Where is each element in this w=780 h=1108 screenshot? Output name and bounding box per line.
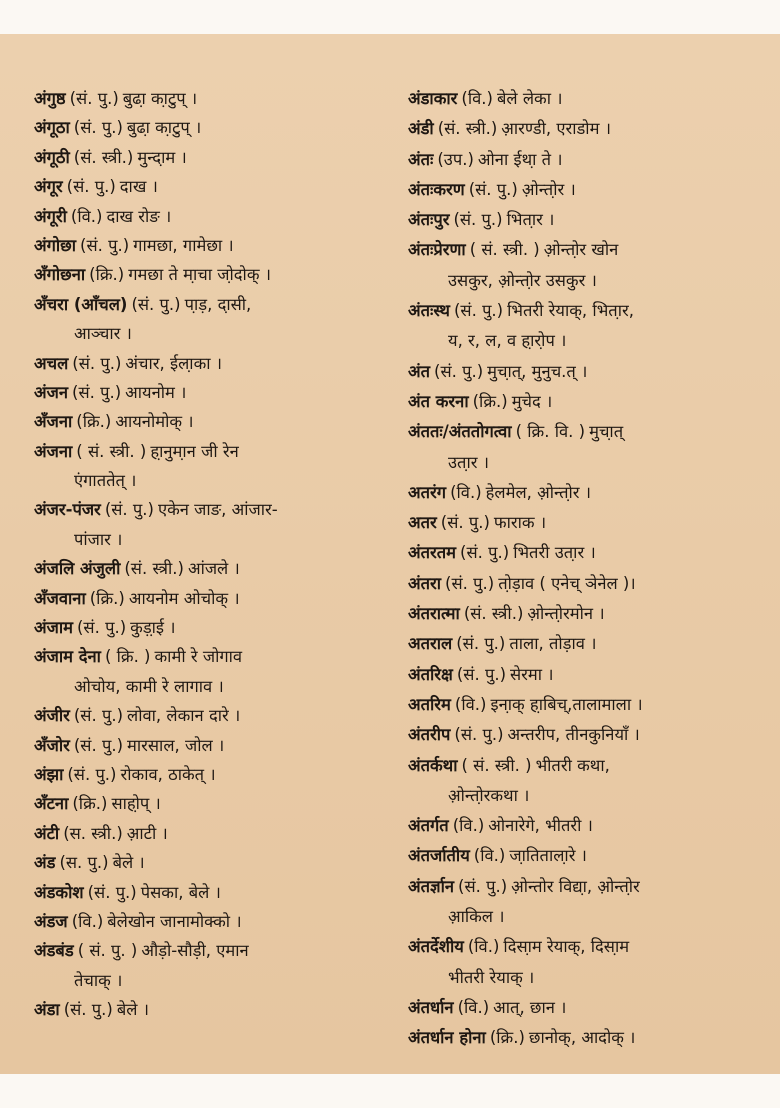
definition: दिसा़म रेयाक्, दिसा़म bbox=[503, 937, 630, 957]
dictionary-entry bbox=[408, 175, 773, 205]
entry-line bbox=[408, 569, 773, 599]
dictionary-page bbox=[0, 34, 780, 1074]
dictionary-entry bbox=[408, 84, 773, 114]
definition: हा़नुमा़न जी रेन bbox=[150, 441, 239, 461]
headword: अचल bbox=[34, 353, 69, 373]
entry-line bbox=[408, 932, 773, 962]
left-column bbox=[34, 84, 394, 1025]
definition: मुन्दा़म । bbox=[137, 147, 187, 167]
definition: कुड़ा़ई । bbox=[130, 618, 176, 638]
dictionary-entry bbox=[34, 789, 394, 818]
dictionary-entry bbox=[34, 202, 394, 231]
part-of-speech: (वि.) bbox=[71, 911, 104, 931]
definition: भीतरी कथा, bbox=[535, 755, 610, 775]
dictionary-entry bbox=[408, 569, 773, 599]
dictionary-entry bbox=[34, 819, 394, 848]
definition: साहो़प् । bbox=[111, 794, 161, 814]
headword: अंजीर bbox=[34, 706, 70, 726]
dictionary-entry bbox=[34, 995, 394, 1024]
dictionary-entry bbox=[408, 690, 773, 720]
dictionary-entry bbox=[408, 387, 773, 417]
definition: हेलमेल, ओ़न्तो़र । bbox=[485, 482, 592, 502]
part-of-speech: ( सं. स्त्री. ) bbox=[469, 240, 540, 260]
part-of-speech: (सं. पु.) bbox=[77, 618, 127, 638]
part-of-speech: (सं. पु.) bbox=[73, 706, 124, 726]
headword: अंतर्धान bbox=[408, 997, 454, 1017]
entry-line bbox=[34, 936, 394, 965]
dictionary-entry bbox=[408, 811, 773, 841]
part-of-speech: (वि.) bbox=[473, 846, 506, 866]
entry-line bbox=[408, 811, 773, 841]
dictionary-entry bbox=[34, 642, 394, 701]
headword: अंजना bbox=[34, 441, 73, 461]
definition: दाख रोङ । bbox=[106, 206, 172, 226]
definition: अन्तरीप, तीनकुनियाँ । bbox=[507, 725, 640, 745]
headword: अंतरीप bbox=[408, 725, 451, 745]
definition: ओ़न्तो़रमोन । bbox=[527, 604, 605, 624]
headword: अंडबंड bbox=[34, 941, 74, 961]
definition: दाख । bbox=[119, 177, 158, 197]
dictionary-entry bbox=[34, 290, 394, 349]
entry-line bbox=[34, 378, 394, 407]
definition-continuation: ओ़न्तो़रकथा । bbox=[448, 785, 530, 805]
part-of-speech: ( क्रि. वि. ) bbox=[515, 422, 586, 442]
definition: मुचा़त्, मुनुच.त् । bbox=[487, 361, 588, 381]
entry-line bbox=[408, 478, 773, 508]
dictionary-entry bbox=[34, 378, 394, 407]
entry-line bbox=[408, 690, 773, 720]
headword: अंतरा bbox=[408, 573, 442, 593]
definition: गामछा, गामेछा । bbox=[133, 235, 234, 255]
part-of-speech: (सं. पु.) bbox=[69, 89, 119, 108]
dictionary-entry bbox=[34, 613, 394, 642]
definition: आत्, छान । bbox=[493, 997, 567, 1017]
headword: अंगूठी bbox=[34, 147, 70, 167]
entry-line bbox=[34, 260, 394, 289]
entry-line bbox=[34, 290, 394, 319]
entry-line bbox=[34, 84, 394, 113]
headword: अंतरिक्ष bbox=[408, 664, 453, 684]
definition: बुढा़ का़टुप् । bbox=[126, 118, 202, 138]
part-of-speech: (सं. पु.) bbox=[67, 764, 117, 784]
dictionary-entry bbox=[408, 1023, 773, 1053]
definition-continuation: भीतरी रेयाक् । bbox=[448, 967, 535, 987]
headword: अंगोछा bbox=[34, 235, 77, 255]
definition: गमछा ते मा़चा जो़दोक् । bbox=[128, 265, 271, 285]
part-of-speech: ( क्रि. ) bbox=[104, 647, 151, 667]
dictionary-entry bbox=[408, 357, 773, 387]
dictionary-entry bbox=[408, 478, 773, 508]
definition-continuation: आ़किल । bbox=[448, 907, 505, 927]
definition: बेले लेका । bbox=[496, 89, 563, 108]
dictionary-entry bbox=[34, 84, 394, 113]
part-of-speech: (सं. पु.) bbox=[453, 210, 503, 230]
headword: अंडाकार bbox=[408, 89, 458, 108]
part-of-speech: (स. स्त्री.) bbox=[63, 823, 123, 843]
headword: अंतःकरण bbox=[408, 179, 465, 199]
headword: अंतर्देशीय bbox=[408, 937, 464, 957]
definition: भिता़र । bbox=[506, 210, 555, 230]
definition: आंजले । bbox=[187, 559, 240, 579]
headword: अंगूठा bbox=[34, 118, 70, 138]
part-of-speech: ( सं. स्त्री. ) bbox=[461, 755, 532, 775]
part-of-speech: (वि.) bbox=[454, 694, 487, 714]
definition: पेसका, बेले । bbox=[140, 882, 221, 902]
part-of-speech: (सं. स्त्री.) bbox=[73, 147, 134, 167]
headword: अंतःस्थ bbox=[408, 301, 450, 321]
dictionary-entry bbox=[408, 145, 773, 175]
dictionary-entry bbox=[34, 701, 394, 730]
part-of-speech: ( सं. पु. ) bbox=[77, 941, 138, 961]
entry-line bbox=[408, 872, 773, 902]
entry-line bbox=[34, 495, 394, 524]
dictionary-entry bbox=[408, 993, 773, 1023]
part-of-speech: (सं. पु.) bbox=[104, 500, 154, 520]
entry-line bbox=[34, 907, 394, 936]
part-of-speech: (क्रि.) bbox=[89, 265, 125, 285]
part-of-speech: ( सं. स्त्री. ) bbox=[76, 441, 147, 461]
headword: अँचरा (आँचल) bbox=[34, 294, 128, 314]
definition: बेले । bbox=[112, 853, 145, 873]
dictionary-entry bbox=[34, 731, 394, 760]
entry-line bbox=[408, 629, 773, 659]
headword: अंतर्कथा bbox=[408, 755, 458, 775]
dictionary-entry bbox=[408, 599, 773, 629]
headword: अंत bbox=[408, 361, 431, 381]
entry-line bbox=[408, 205, 773, 235]
dictionary-entry bbox=[408, 205, 773, 235]
definition: सेरमा । bbox=[510, 664, 554, 684]
part-of-speech: (सं. पु.) bbox=[434, 361, 484, 381]
part-of-speech: (सं. पु.) bbox=[87, 882, 137, 902]
part-of-speech: (सं. पु.) bbox=[80, 235, 130, 255]
entry-line bbox=[408, 599, 773, 629]
definition: ओ़न्तोर विद्या़, ओ़न्तो़र bbox=[511, 876, 640, 896]
definition: आयनोम ओचोक् । bbox=[128, 588, 240, 608]
definition: तो़ड़ाव ( एनेच् ञेनेल )। bbox=[498, 573, 636, 593]
headword: अंडज bbox=[34, 911, 68, 931]
dictionary-entry bbox=[34, 760, 394, 789]
part-of-speech: (सं. पु.) bbox=[456, 664, 507, 684]
dictionary-entry bbox=[34, 878, 394, 907]
headword: अंडा bbox=[34, 1000, 60, 1020]
headword: अतराल bbox=[408, 634, 453, 654]
entry-line bbox=[34, 701, 394, 730]
entry-line bbox=[34, 613, 394, 642]
headword: अंगुष्ठ bbox=[34, 89, 66, 108]
entry-line bbox=[408, 538, 773, 568]
part-of-speech: (वि.) bbox=[70, 206, 103, 226]
definition: आयनोम । bbox=[125, 382, 187, 402]
part-of-speech: (सं. स्त्री.) bbox=[463, 604, 524, 624]
entry-line bbox=[408, 417, 773, 447]
headword: अंतरतम bbox=[408, 543, 457, 563]
entry-line bbox=[34, 407, 394, 436]
headword: अंगूरी bbox=[34, 206, 67, 226]
headword: अंतर्गत bbox=[408, 816, 449, 836]
headword: अतरिम bbox=[408, 694, 451, 714]
definition-continuation: उसकुर, ओ़न्तो़र उसकुर । bbox=[448, 270, 597, 290]
headword: अंतर्धान होना bbox=[408, 1028, 486, 1048]
definition: छानोक्, आदोक् । bbox=[528, 1028, 636, 1048]
entry-line bbox=[408, 751, 773, 781]
dictionary-entry bbox=[408, 841, 773, 871]
headword: अंझा bbox=[34, 764, 64, 784]
part-of-speech: (सं. पु.) bbox=[456, 634, 506, 654]
part-of-speech: (सं. पु.) bbox=[72, 382, 122, 402]
entry-line bbox=[34, 231, 394, 260]
part-of-speech: (सं. पु.) bbox=[445, 573, 495, 593]
headword: अंजर-पंजर bbox=[34, 500, 101, 520]
dictionary-entry bbox=[34, 936, 394, 995]
entry-line bbox=[408, 114, 773, 144]
headword: अँजना bbox=[34, 412, 73, 432]
entry-line bbox=[34, 789, 394, 818]
headword: अतर bbox=[408, 513, 437, 533]
definition: पा़ड़, दा़सी, bbox=[184, 294, 252, 314]
entry-line bbox=[34, 143, 394, 172]
dictionary-entry bbox=[408, 660, 773, 690]
dictionary-entry bbox=[34, 349, 394, 378]
headword: अंडी bbox=[408, 119, 434, 139]
entry-line bbox=[34, 848, 394, 877]
dictionary-entry bbox=[34, 495, 394, 554]
part-of-speech: (क्रि.) bbox=[76, 412, 112, 432]
dictionary-entry bbox=[34, 437, 394, 496]
entry-line bbox=[408, 720, 773, 750]
definition-continuation: य, र, ल, व हा़रो़प । bbox=[448, 331, 567, 351]
headword: अंजाम देना bbox=[34, 647, 101, 667]
part-of-speech: (सं. पु.) bbox=[460, 543, 510, 563]
right-column bbox=[408, 84, 773, 1054]
definition: एकेन जाङ, आंजार- bbox=[157, 500, 278, 520]
dictionary-entry bbox=[408, 932, 773, 993]
definition: ओ़न्तो़र । bbox=[521, 179, 576, 199]
dictionary-entry bbox=[408, 114, 773, 144]
entry-line bbox=[408, 235, 773, 265]
headword: अंतःप्रेरणा bbox=[408, 240, 466, 260]
headword: अँटना bbox=[34, 794, 69, 814]
entry-line bbox=[408, 296, 773, 326]
part-of-speech: (सं. स्त्री.) bbox=[124, 559, 184, 579]
entry-line bbox=[34, 113, 394, 142]
definition: अंचार, ईला़का । bbox=[125, 353, 223, 373]
definition: मुचा़त् bbox=[589, 422, 624, 442]
part-of-speech: (वि.) bbox=[461, 89, 493, 108]
entry-line bbox=[34, 202, 394, 231]
dictionary-entry bbox=[408, 296, 773, 357]
part-of-speech: (सं. पु.) bbox=[468, 179, 518, 199]
definition: जा़तिताला़रे । bbox=[509, 846, 587, 866]
part-of-speech: (सं. पु.) bbox=[458, 876, 508, 896]
entry-line bbox=[408, 993, 773, 1023]
headword: अंटी bbox=[34, 823, 60, 843]
dictionary-entry bbox=[34, 554, 394, 583]
headword: अतरंग bbox=[408, 482, 447, 502]
definition-continuation: ओचोय, कामी रे लागाव । bbox=[74, 676, 224, 696]
headword: अंतर्जातीय bbox=[408, 846, 470, 866]
part-of-speech: (वि.) bbox=[457, 997, 490, 1017]
entry-line bbox=[408, 660, 773, 690]
part-of-speech: (सं. पु.) bbox=[131, 294, 181, 314]
definition: लोवा, लेकान दारे । bbox=[127, 706, 241, 726]
part-of-speech: (क्रि.) bbox=[472, 391, 508, 411]
dictionary-entry bbox=[408, 417, 773, 478]
part-of-speech: (सं. पु.) bbox=[72, 353, 122, 373]
part-of-speech: (उप.) bbox=[437, 149, 474, 169]
part-of-speech: (क्रि.) bbox=[489, 1028, 525, 1048]
dictionary-entry bbox=[34, 113, 394, 142]
headword: अंजाम bbox=[34, 618, 73, 638]
dictionary-entry bbox=[34, 407, 394, 436]
dictionary-entry bbox=[34, 143, 394, 172]
entry-line bbox=[408, 84, 773, 114]
part-of-speech: (सं. पु.) bbox=[66, 177, 116, 197]
dictionary-entry bbox=[408, 538, 773, 568]
definition: ओ़न्तो़र खोन bbox=[543, 240, 619, 260]
part-of-speech: (क्रि.) bbox=[89, 588, 125, 608]
entry-line bbox=[34, 554, 394, 583]
dictionary-entry bbox=[408, 235, 773, 296]
definition: ओनारेगे, भीतरी । bbox=[488, 816, 593, 836]
headword: अंततः/अंततोगत्वा bbox=[408, 422, 512, 442]
dictionary-entry bbox=[34, 260, 394, 289]
dictionary-entry bbox=[34, 907, 394, 936]
definition: कामी रे जोगाव bbox=[154, 647, 243, 667]
definition: भितरी रेयाक्, भिता़र, bbox=[507, 301, 634, 321]
definition-continuation: आञ्चार । bbox=[74, 324, 132, 344]
headword: अँजवाना bbox=[34, 588, 86, 608]
definition: बेले । bbox=[116, 1000, 149, 1020]
headword: अंतर्ज्ञान bbox=[408, 876, 455, 896]
part-of-speech: (सं. पु.) bbox=[454, 725, 504, 745]
dictionary-entry bbox=[34, 584, 394, 613]
part-of-speech: (वि.) bbox=[452, 816, 485, 836]
headword: अंगूर bbox=[34, 177, 63, 197]
headword: अंतः bbox=[408, 149, 434, 169]
entry-line bbox=[408, 387, 773, 417]
entry-line bbox=[34, 995, 394, 1024]
entry-line bbox=[408, 508, 773, 538]
entry-line bbox=[34, 172, 394, 201]
headword: अंतःपुर bbox=[408, 210, 450, 230]
headword: अंडकोश bbox=[34, 882, 84, 902]
dictionary-entry bbox=[408, 872, 773, 933]
headword: अंतरात्मा bbox=[408, 604, 460, 624]
entry-line bbox=[34, 437, 394, 466]
part-of-speech: (सं. पु.) bbox=[453, 301, 504, 321]
part-of-speech: (सं. पु.) bbox=[63, 1000, 113, 1020]
definition-continuation: पांजार । bbox=[74, 529, 123, 549]
definition: बेलेखोन जानामोक्को । bbox=[107, 911, 242, 931]
definition: आ़टी । bbox=[126, 823, 168, 843]
part-of-speech: (सं. पु.) bbox=[73, 118, 123, 138]
definition: भितरी उता़र । bbox=[513, 543, 596, 563]
headword: अंत करना bbox=[408, 391, 469, 411]
headword: अंजन bbox=[34, 382, 69, 402]
definition: ताला, तोड़ाव । bbox=[509, 634, 597, 654]
definition: आ़रण्डी, एराडोम । bbox=[501, 119, 611, 139]
dictionary-entry bbox=[34, 172, 394, 201]
definition: बुढा़ का़टुप् । bbox=[122, 89, 198, 108]
headword: अंड bbox=[34, 853, 56, 873]
part-of-speech: (स. पु.) bbox=[59, 853, 109, 873]
definition: रोकाव, ठाकेत् । bbox=[120, 764, 216, 784]
entry-line bbox=[408, 175, 773, 205]
definition: मुचेद । bbox=[511, 391, 553, 411]
entry-line bbox=[408, 145, 773, 175]
part-of-speech: (सं. पु.) bbox=[73, 735, 124, 755]
headword: अँगोछना bbox=[34, 265, 86, 285]
dictionary-entry bbox=[408, 508, 773, 538]
definition: फाराक । bbox=[493, 513, 547, 533]
dictionary-entry bbox=[408, 720, 773, 750]
definition: औड़ो-सौड़ी, एमान bbox=[141, 941, 249, 961]
headword: अंजलि अंजुली bbox=[34, 559, 121, 579]
entry-line bbox=[34, 878, 394, 907]
entry-line bbox=[408, 841, 773, 871]
definition: मारसाल, जोल । bbox=[127, 735, 225, 755]
definition: ओना ईथा़ ते । bbox=[477, 149, 563, 169]
part-of-speech: (क्रि.) bbox=[72, 794, 108, 814]
entry-line bbox=[408, 1023, 773, 1053]
entry-line bbox=[34, 349, 394, 378]
part-of-speech: (सं. पु.) bbox=[440, 513, 490, 533]
entry-line bbox=[34, 760, 394, 789]
part-of-speech: (वि.) bbox=[450, 482, 482, 502]
definition-continuation: उता़र । bbox=[448, 452, 489, 472]
entry-line bbox=[34, 584, 394, 613]
part-of-speech: (सं. स्त्री.) bbox=[437, 119, 498, 139]
dictionary-entry bbox=[408, 629, 773, 659]
part-of-speech: (वि.) bbox=[467, 937, 500, 957]
entry-line bbox=[34, 731, 394, 760]
entry-line bbox=[34, 819, 394, 848]
entry-line bbox=[408, 357, 773, 387]
definition: इना़क् हा़बिच्,तालामाला । bbox=[490, 694, 643, 714]
definition-continuation: एंगाततेत् । bbox=[74, 471, 137, 491]
dictionary-entry bbox=[34, 231, 394, 260]
headword: अँजोर bbox=[34, 735, 70, 755]
dictionary-entry bbox=[34, 848, 394, 877]
dictionary-entry bbox=[408, 751, 773, 812]
definition-continuation: तेचाक् । bbox=[74, 970, 123, 990]
entry-line bbox=[34, 642, 394, 671]
definition: आयनोमोक् । bbox=[115, 412, 194, 432]
